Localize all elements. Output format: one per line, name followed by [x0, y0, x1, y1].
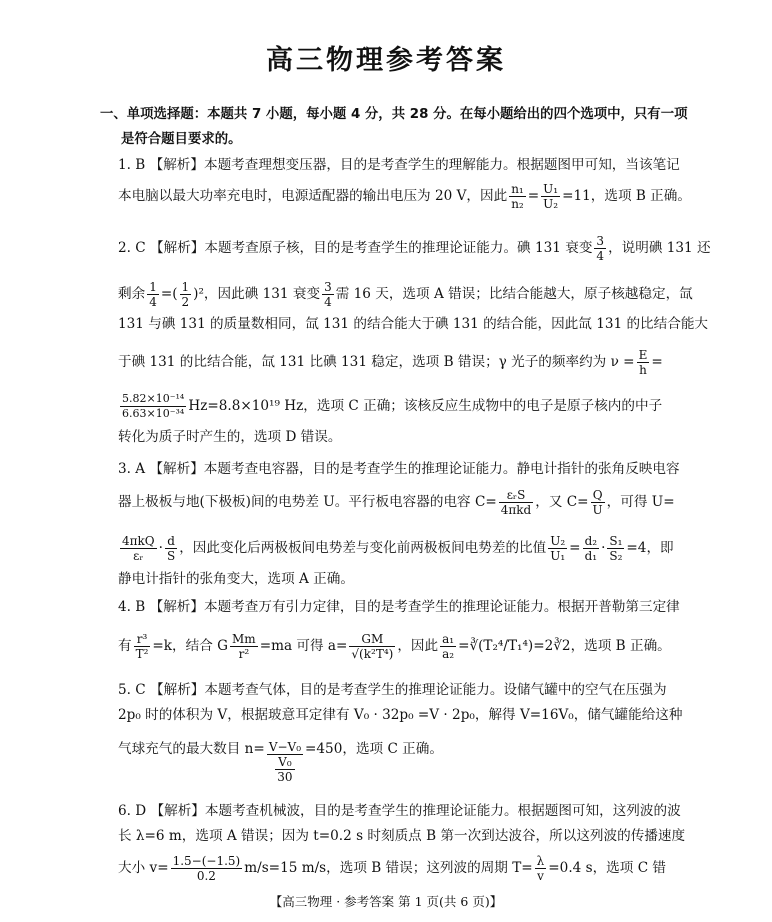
q5-line-3: 气球充气的最大数目 n= $\frac{\text{V−V₀}}{\frac{\text{V₀}}{30}}$ =450，选项 C 正确。	[118, 740, 443, 784]
fraction: $\frac{Mm}{\text{r²}}$	[232, 632, 256, 661]
fraction: $\frac{d}{S}$	[166, 534, 176, 563]
nested-fraction: $\frac{\text{V₀}}{30}$	[277, 755, 293, 784]
fraction: $\frac{GM}{\text{√(k²T⁴)}}$	[351, 632, 394, 661]
q4-line-1: 4. B 【解析】本题考查万有引力定律，目的是考查学生的推理论证能力。根据开普勒第三定律	[118, 599, 680, 615]
q1-line-2: 本电脑以最大功率充电时，电源适配器的输出电压为 20 V，因此 $\frac{\text{n₁}}{\text{n₂}}$ = $\frac{\text{U₁}}{\text{U₂}}$ =11，选项 B 正确。	[118, 182, 691, 211]
fraction: $\frac{3}{4}$	[324, 280, 332, 309]
q2-line-5: $\frac{\text{5.82×10⁻¹⁴}}{\text{6.63×10⁻³⁴}}$ Hz=8.8×10¹⁹ Hz，选项 C 正确；该核反应生成物中的电子是原子核内的中子	[122, 392, 663, 420]
q3-line-3: $\frac{\text{4πkQ}}{\text{εᵣ}}$ · $\frac{d}{S}$ ，因此变化后两极板间电势差与变化前两极板间电势差的比值 $\frac{\text{U₂}}{\text{U₁}}$ = $\frac{\text{d₂}}{\text{d₁}}$ · $\frac{\text{S₁}}{\text{S₂}}$ =4，即	[122, 534, 674, 563]
section-heading-line-2: 是符合题目要求的。	[121, 132, 242, 147]
q5-line-1: 5. C 【解析】本题考查气体，目的是考查学生的推理论证能力。设储气罐中的空气在压强为	[118, 682, 667, 698]
page-title: 高三物理参考答案	[266, 45, 506, 76]
fraction: $\frac{\text{U₁}}{\text{U₂}}$	[543, 182, 559, 211]
fraction: $\frac{\text{εᵣS}}{\text{4πkd}}$	[500, 488, 532, 517]
fraction: $\frac{\text{V−V₀}}{\frac{\text{V₀}}{30}}$	[268, 740, 302, 784]
fraction: $\frac{3}{4}$	[596, 234, 605, 263]
q1-line-1: 1. B 【解析】本题考查理想变压器，目的是考查学生的理解能力。根据题图甲可知，当该笔记	[118, 157, 680, 173]
fraction: $\frac{\text{d₂}}{\text{d₁}}$	[584, 534, 598, 563]
page-footer: 【高三物理 · 参考答案 第 1 页(共 6 页)】	[269, 894, 503, 909]
q3-line-2: 器上极板与地(下极板)间的电势差 U。平行板电容器的电容 C= $\frac{\text{εᵣS}}{\text{4πkd}}$ ，又 C= $\frac{Q}{U}$ ，可得 U=	[118, 488, 675, 517]
fraction: $\frac{1}{2}$	[181, 280, 190, 309]
fraction: $\frac{\text{4πkQ}}{\text{εᵣ}}$	[122, 534, 155, 563]
fraction: $\frac{\text{n₁}}{\text{n₂}}$	[511, 182, 524, 211]
fraction: $\frac{\lambda}{v}$	[536, 854, 545, 883]
q2-line-1: 2. C 【解析】本题考查原子核，目的是考查学生的推理论证能力。碘 131 衰变 $\frac{3}{4}$ ，说明碘 131 还	[118, 234, 711, 263]
q6-line-1: 6. D 【解析】本题考查机械波，目的是考查学生的推理论证能力。根据题图可知，这列波的波	[118, 803, 681, 819]
cube-root-expression: ∛(T₂⁴/T₁⁴)	[469, 638, 534, 654]
fraction: $\frac{1}{4}$	[149, 280, 157, 309]
q2-line-2: 剩余 $\frac{1}{4}$ =( $\frac{1}{2}$ )²，因此碘 131 衰变 $\frac{3}{4}$ 需 16 天，选项 A 错误；比结合能越大，原子核越稳定，氙	[118, 280, 693, 309]
fraction: $\frac{\text{r³}}{\text{T²}}$	[135, 632, 149, 661]
fraction: $\frac{\text{a₁}}{\text{a₂}}$	[442, 632, 455, 661]
fraction: $\frac{Q}{U}$	[592, 488, 603, 517]
q3-line-4: 静电计指针的张角变大，选项 A 正确。	[118, 571, 354, 587]
q4-line-2: 有 $\frac{\text{r³}}{\text{T²}}$ =k，结合 G $\frac{Mm}{\text{r²}}$ =ma 可得 a= $\frac{GM}{\text{√(k²T⁴)}}$ ，因此 $\frac{\text{a₁}}{\text{a₂}}$ =∛(T₂⁴/T₁⁴)=2∛2，选项 B 正确。	[118, 632, 671, 661]
fraction: $\frac{\text{U₂}}{\text{U₁}}$	[550, 534, 566, 563]
q3-line-1: 3. A 【解析】本题考查电容器，目的是考查学生的推理论证能力。静电计指针的张角反映电容	[118, 461, 680, 477]
q6-line-3: 大小 v= $\frac{1.5-(-1.5)}{0.2}$ m/s=15 m/s，选项 B 错误；这列波的周期 T= $\frac{\lambda}{v}$ =0.4 s，选项 C 错	[118, 854, 667, 883]
q6-line-2: 长 λ=6 m，选项 A 错误；因为 t=0.2 s 时刻质点 B 第一次到达波谷，所以这列波的传播速度	[118, 828, 686, 844]
fraction: $\frac{\text{S₁}}{\text{S₂}}$	[609, 534, 623, 563]
fraction: $\frac{\text{5.82×10⁻¹⁴}}{\text{6.63×10⁻³⁴}}$	[122, 392, 185, 420]
q2-line-6: 转化为质子时产生的，选项 D 错误。	[118, 429, 342, 445]
q2-line-4: 于碘 131 的比结合能，氙 131 比碘 131 稳定，选项 B 错误；γ 光子的频率约为 ν = $\frac{E}{h}$ =	[118, 348, 663, 377]
fraction: $\frac{E}{h}$	[638, 348, 648, 377]
fraction: $\frac{1.5-(-1.5)}{0.2}$	[172, 854, 241, 883]
q5-line-2: 2p₀ 时的体积为 V，根据玻意耳定律有 V₀ · 32p₀ =V · 2p₀，解得 V=16V₀，储气罐能给这种	[118, 707, 683, 723]
q2-line-3: 131 与碘 131 的质量数相同，氙 131 的结合能大于碘 131 的结合能，因此氙 131 的比结合能大	[118, 316, 709, 332]
section-heading-line-1: 一、单项选择题：本题共 7 小题，每小题 4 分，共 28 分。在每小题给出的四个选项中，只有一项	[100, 107, 688, 122]
